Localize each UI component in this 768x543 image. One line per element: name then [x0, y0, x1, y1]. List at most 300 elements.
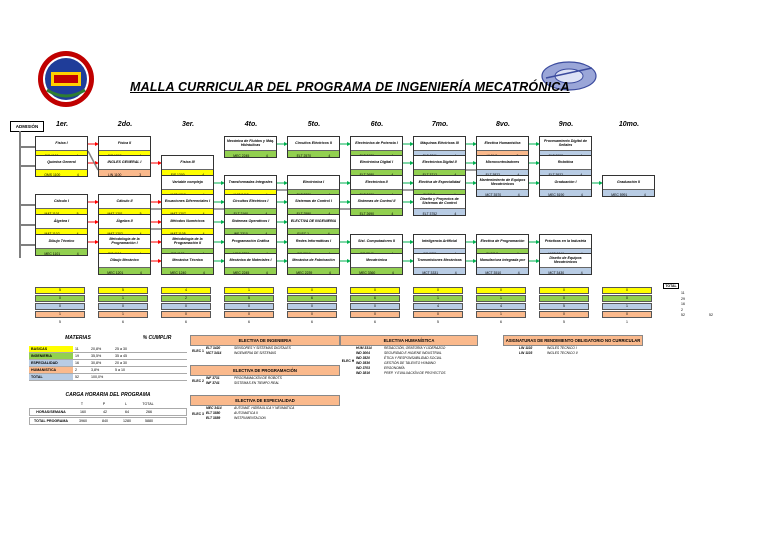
credit-stack: [161, 287, 211, 324]
electiva-name: INGENIERIA DE SISTEMAS: [234, 351, 277, 355]
credit-cell: 1: [98, 295, 148, 302]
credit-cell: 0: [350, 303, 400, 310]
electiva-tag: ELEC 3: [192, 411, 204, 416]
carga-row: [29, 408, 187, 416]
elect-ing-table: [190, 335, 340, 356]
credit-stack: [35, 287, 85, 324]
course-code: MCT 3510: [485, 270, 502, 275]
materias-table: [29, 335, 187, 381]
carga-cell: 42: [103, 410, 107, 414]
materias-cell: 100,0%: [91, 375, 104, 379]
course-credits: 4: [517, 270, 520, 275]
electiva-code: LIN 1102: [519, 346, 533, 350]
electiva-code: LIN 1103: [519, 351, 533, 355]
electiva-tag: ELEC H: [341, 359, 355, 363]
course-box: [539, 253, 592, 275]
course-name: Circuitos Eléctricos II: [295, 140, 332, 145]
course-box: [98, 194, 151, 216]
semester-header: 8vo.: [495, 121, 510, 128]
credit-total: 5: [59, 320, 61, 324]
course-code-bar: [288, 267, 339, 275]
course-credits: 4: [76, 251, 79, 256]
totals-value: 2: [681, 307, 683, 312]
course-box: [413, 253, 466, 275]
electiva-code: INF 3731: [206, 376, 220, 380]
credit-total: 5: [563, 320, 565, 324]
totals-value: 16: [681, 302, 685, 306]
electiva-row: [206, 351, 340, 356]
semester-header: 6to.: [370, 121, 384, 128]
credit-cell: 5: [539, 303, 589, 310]
materias-row: [29, 346, 187, 353]
course-name: Álgebra I: [53, 218, 70, 223]
materias-cell: 20,8%: [91, 347, 102, 351]
electiva-name: ERGONOMÍA: [384, 366, 405, 370]
course-code: ELT 2690: [359, 211, 375, 216]
course-box: [539, 175, 592, 197]
electiva-code: MCT 3414: [206, 351, 222, 355]
credit-cell: 5: [224, 295, 274, 302]
electiva-list: [356, 346, 478, 376]
credit-cell: 4: [161, 287, 211, 294]
course-code-bar: [99, 267, 150, 275]
course-code-bar: [288, 150, 339, 158]
course-code: MEC 1240: [170, 270, 187, 275]
credit-cell: 0: [35, 303, 85, 310]
course-name: Física II: [117, 140, 132, 145]
electiva-name: PREP. Y EVALUACIÓN DE PROYECTOS: [384, 371, 446, 375]
credit-cell: 0: [98, 303, 148, 310]
course-credits: 4: [580, 192, 583, 197]
carga-cell: HORAS/SEMANA: [36, 410, 66, 414]
materias-cell: HUMANISTICA: [29, 367, 73, 373]
course-name: Circuitos Eléctricos I: [232, 198, 269, 203]
semester-header: 1er.: [55, 121, 69, 128]
course-box: [98, 155, 151, 177]
credit-stack: [98, 287, 148, 324]
credit-cell: 5: [35, 287, 85, 294]
semester-header: 7mo.: [431, 121, 449, 128]
materias-cell: 3,8%: [91, 368, 100, 372]
credit-total: 1: [626, 320, 628, 324]
credit-cell: 1: [602, 303, 652, 310]
elect-prog-title: ELECTIVA DE PROGRAMACIÓN: [190, 365, 340, 376]
carga-header-row: [29, 401, 187, 407]
electiva-name: SENSORES Y SISTEMAS DIGITALES: [234, 346, 291, 350]
course-name: Física III: [180, 159, 195, 164]
course-credits: 4: [454, 211, 457, 216]
course-box: [224, 253, 277, 275]
course-code-bar: [162, 267, 213, 275]
course-name: Mantenimiento de Equipos Mecatrónicos: [479, 177, 526, 186]
credit-cell: 0: [602, 287, 652, 294]
course-code: MCT 3331: [422, 270, 439, 275]
credit-total: 6: [374, 320, 376, 324]
course-name: Microcontroladores: [485, 159, 520, 164]
credit-total: 6: [122, 320, 124, 324]
electiva-code: ELT 3880: [206, 411, 221, 415]
credit-total: 6: [311, 320, 313, 324]
course-name: Dibujo Mecánico: [110, 257, 139, 262]
electiva-body: [190, 376, 340, 386]
materias-row: [29, 353, 187, 360]
course-code-bar: [225, 150, 276, 158]
credit-cell: 1: [413, 295, 463, 302]
credit-cell: 0: [476, 287, 526, 294]
carga-header: [29, 401, 71, 407]
elect-esp-title: ELECTIVA DE ESPECIALIDAD: [190, 395, 340, 406]
course-box: [350, 155, 403, 177]
electiva-tag: [503, 346, 519, 356]
credit-cell: 0: [350, 287, 400, 294]
credit-total: 6: [185, 320, 187, 324]
course-name: Electiva Humanística: [484, 140, 521, 145]
course-code: QMS 1100: [44, 172, 61, 177]
credit-cell: 0: [539, 311, 589, 318]
electiva-list: [206, 406, 340, 421]
course-credits: 4: [139, 270, 142, 275]
obligatorio-title: ASIGNATURAS DE RENDIMIENTO OBLIGATORIO NO CURRICULAR: [503, 335, 643, 346]
course-name: Álgebra II: [116, 218, 133, 223]
credit-cell: 0: [161, 311, 211, 318]
credit-cell: 6: [287, 295, 337, 302]
course-name: Electiva de Especialidad: [418, 179, 461, 184]
carga-cell: 160: [80, 410, 86, 414]
totals-value: 29: [681, 296, 685, 301]
course-name: Variable compleja: [172, 179, 203, 184]
electiva-name: INSTRUMENTACION: [234, 416, 266, 420]
materias-cell: 5 a 10: [115, 368, 125, 372]
credit-cell: 4: [413, 303, 463, 310]
carga-header: T: [80, 402, 84, 406]
electiva-code: IND 3536: [356, 361, 370, 365]
course-name: Metodología de la Programación I: [109, 236, 140, 245]
electiva-row: [206, 381, 340, 386]
credit-cell: 1: [35, 311, 85, 318]
course-name: Mecánica Técnica: [172, 257, 203, 262]
course-code-bar: [351, 267, 402, 275]
materias-cell: 30,8%: [91, 361, 102, 365]
materias-cell: 2: [75, 368, 77, 372]
carga-cell: 5880: [145, 419, 153, 423]
course-name: Física I: [55, 140, 68, 145]
course-code-bar: [414, 267, 465, 275]
credit-cell: 5: [98, 287, 148, 294]
course-name: Graduación II: [617, 179, 640, 184]
course-box: [476, 175, 529, 197]
course-credits: 4: [580, 270, 583, 275]
connector-line: [88, 151, 98, 170]
materias-cell: TOTAL: [29, 374, 73, 380]
course-name: Diseño y Proyectos de Sistemas de Control: [420, 196, 459, 205]
elect-hum-title: ELECTIVA HUMANÍSTICA: [340, 335, 478, 346]
electiva-code: IND 3816: [356, 371, 370, 375]
credit-stack: [602, 287, 652, 324]
materias-cell: ESPECIALIDAD: [29, 360, 73, 366]
course-box: [161, 194, 214, 216]
course-name: Cálculo II: [116, 198, 133, 203]
course-name: Sist. Computadores II: [358, 238, 395, 243]
electiva-name: PROGRAMACIÓN DE ROBOTS: [234, 376, 282, 380]
course-code: MEC 1101: [44, 251, 61, 256]
materias-cell: 25 a 30: [115, 347, 127, 351]
course-box: [35, 234, 88, 256]
electiva-name: GESTIÓN DE TALENTO HUMANO: [384, 361, 436, 365]
credit-cell: 0: [413, 311, 463, 318]
course-credits: 4: [265, 270, 268, 275]
course-box: [161, 214, 214, 236]
credit-cell: 0: [224, 303, 274, 310]
course-code-bar: [540, 189, 591, 197]
electiva-body: [190, 346, 340, 356]
course-name: Diseño de Equipos Mecatrónicos: [549, 255, 582, 264]
course-box: [413, 194, 466, 216]
credit-cell: 6: [350, 295, 400, 302]
course-code-bar: [477, 267, 528, 275]
credit-cell: 0: [287, 303, 337, 310]
electiva-list: [519, 346, 643, 356]
course-box: [287, 136, 340, 158]
course-box: [476, 253, 529, 275]
credit-cell: 0: [287, 287, 337, 294]
course-name: Prácticas en la Industria: [544, 238, 587, 243]
course-box: [161, 155, 214, 177]
electiva-tag: ELEC 2: [192, 379, 204, 383]
course-name: Máquinas Eléctricas III: [420, 140, 459, 145]
course-code: MCT 3430: [548, 270, 565, 275]
electiva-code: IND 3004: [356, 351, 370, 355]
pct-header: % CUMPLIR: [142, 335, 172, 341]
course-name: Mecatrónica: [366, 257, 387, 262]
course-name: Graduación I: [554, 179, 577, 184]
credit-cell: 0: [35, 295, 85, 302]
course-box: [287, 214, 340, 236]
course-code: MCT 3570: [485, 192, 502, 197]
course-code: LIN 1100: [107, 172, 122, 177]
course-name: Manufactura integrada por: [479, 257, 526, 262]
course-credits: 4: [328, 270, 331, 275]
electiva-list: [206, 376, 340, 386]
elect-esp-table: [190, 395, 340, 421]
credit-cell: 0: [413, 287, 463, 294]
electiva-row: [356, 371, 478, 376]
course-box: [602, 175, 655, 197]
course-credits: 3: [139, 172, 142, 177]
course-box: [161, 253, 214, 275]
credit-stack: [476, 287, 526, 324]
materias-cell: 19: [75, 354, 79, 358]
course-code-bar: [99, 169, 150, 177]
electiva-tag: ELEC 1: [192, 349, 204, 353]
credit-cell: 1: [476, 295, 526, 302]
credit-cell: 0: [539, 295, 589, 302]
course-box: [413, 155, 466, 177]
electiva-name: SISTEMAS EN TIEMPO REAL: [234, 381, 280, 385]
course-code: MEC 2245: [233, 270, 250, 275]
electiva-body: [340, 346, 478, 376]
materias-cell: 16: [75, 361, 79, 365]
course-name: Métodos Numéricos: [170, 218, 205, 223]
course-box: [539, 155, 592, 177]
course-code-bar: [36, 248, 87, 256]
electiva-body: [190, 406, 340, 421]
materias-cell: 35,5%: [91, 354, 102, 358]
course-credits: 4: [391, 211, 394, 216]
course-name: Robótica: [557, 159, 574, 164]
course-name: INGLES GENERAL I: [107, 159, 142, 164]
semester-header: 3er.: [181, 121, 195, 128]
carga-title: CARGA HORARIA DEL PROGRAMA: [65, 392, 151, 398]
carga-header: P: [102, 402, 106, 406]
course-code: MEC 1201: [107, 270, 124, 275]
course-credits: 4: [391, 270, 394, 275]
semester-header: 4to.: [244, 121, 258, 128]
electiva-name: REDACCIÓN, ORATORIA Y LIDERAZGO: [384, 346, 446, 350]
totals-label: TOTAL: [663, 283, 679, 289]
course-code: MEC 5190: [548, 192, 565, 197]
credit-cell: 1: [98, 311, 148, 318]
course-box: [350, 253, 403, 275]
course-code: MEC 2239: [296, 270, 313, 275]
course-box: [287, 194, 340, 216]
credit-stack: [224, 287, 274, 324]
electiva-code: INF 3741: [206, 381, 220, 385]
electiva-row: [519, 351, 643, 356]
credit-cell: 0: [602, 311, 652, 318]
credit-total: 6: [500, 320, 502, 324]
course-name: Cálculo I: [54, 198, 69, 203]
course-code-bar: [351, 208, 402, 216]
course-name: Electiva de Programación: [480, 238, 525, 243]
course-box: [98, 253, 151, 275]
course-code: ELT 2570: [296, 153, 312, 158]
course-name: ELECTIVA DE INGENIERIA: [290, 218, 337, 223]
course-credits: 4: [328, 153, 331, 158]
credit-stack: [539, 287, 589, 324]
course-box: [476, 155, 529, 177]
carga-cell: 1280: [123, 419, 131, 423]
course-box: [35, 155, 88, 177]
course-name: Dibujo Técnico: [48, 238, 75, 243]
electiva-code: ELT 3420: [206, 346, 221, 350]
course-code: MEC 2245: [233, 153, 250, 158]
credit-cell: 0: [350, 311, 400, 318]
materias-cell: 20 a 30: [115, 361, 127, 365]
course-name: Inteligencia Artificial: [421, 238, 457, 243]
credit-cell: 0: [287, 311, 337, 318]
elect-hum-table: [340, 335, 478, 376]
electiva-list: [206, 346, 340, 356]
credit-cell: 0: [224, 311, 274, 318]
carga-cell: 64: [125, 410, 129, 414]
electiva-name: ÉTICA Y RESPONSABILIDAD SOCIAL: [384, 356, 442, 360]
course-name: Transmisiones Mecánicas: [417, 257, 462, 262]
course-code-bar: [225, 267, 276, 275]
materias-cell: INGENIERIA: [29, 353, 73, 359]
credit-cell: 0: [602, 295, 652, 302]
materias-header: MATERIAS: [65, 335, 91, 341]
credit-stack: [413, 287, 463, 324]
obligatorio-table: [503, 335, 643, 356]
elect-prog-table: [190, 365, 340, 386]
materias-cell: 35 a 45: [115, 354, 127, 358]
course-box: [35, 194, 88, 216]
semester-header: 2do.: [117, 121, 133, 128]
course-name: Programación Gráfica: [231, 238, 270, 243]
course-credits: 4: [202, 270, 205, 275]
course-credits: 4: [454, 270, 457, 275]
credit-cell: 1: [224, 287, 274, 294]
electiva-code: MEC 3414: [206, 406, 222, 410]
credit-total: 6: [248, 320, 250, 324]
credit-cell: 4: [476, 303, 526, 310]
totals-value: 52: [681, 313, 685, 317]
course-box: [224, 136, 277, 158]
carga-row: [29, 417, 187, 425]
credit-cell: 1: [476, 311, 526, 318]
course-credits: 4: [265, 153, 268, 158]
materias-cell: BASICAS: [29, 346, 73, 352]
materias-row: [29, 360, 187, 367]
materias-cell: 11: [75, 347, 79, 351]
carga-cell: 3960: [79, 419, 87, 423]
electiva-code: IND 3520: [356, 356, 370, 360]
course-name: Electrónica de Potencia I: [355, 140, 398, 145]
credit-cell: 0: [161, 303, 211, 310]
course-name: Electrónica Digital I: [359, 159, 394, 164]
course-box: [35, 214, 88, 236]
semester-header: 9no.: [558, 121, 574, 128]
carga-header: L: [125, 402, 127, 406]
course-code-bar: [414, 208, 465, 216]
course-code-bar: [477, 189, 528, 197]
course-name: Metodología de la Programación II: [172, 236, 203, 245]
course-box: [287, 253, 340, 275]
electiva-code: ELT 3889: [206, 416, 221, 420]
course-credits: 4: [76, 172, 79, 177]
credit-cell: 2: [161, 295, 211, 302]
course-name: Electrónica Digital II: [422, 159, 457, 164]
electiva-name: SEGURIDAD E HIGIENE INDUSTRIAL: [384, 351, 442, 355]
credit-stack: [287, 287, 337, 324]
carga-header: TOTAL: [142, 402, 154, 406]
course-name: Mecánica de Fluidos y Máq. Hidráulicas: [226, 138, 275, 147]
course-name: Mecánica de Materiales I: [229, 257, 272, 262]
electiva-row: [206, 416, 340, 421]
course-name: Redes Informáticas I: [295, 238, 332, 243]
course-name: Sistemas Operativos I: [231, 218, 270, 223]
course-name: Sistemas de Control I: [295, 198, 332, 203]
course-name: Procesamiento Digital de Señales: [544, 138, 587, 147]
course-name: Ecuaciones Diferenciales I: [164, 198, 211, 203]
course-box: [224, 214, 277, 236]
course-code: MEC 3360: [359, 270, 376, 275]
semester-header: 5to.: [307, 121, 321, 128]
course-box: [98, 214, 151, 236]
course-name: Química General: [47, 159, 76, 164]
admission-box: ADMISIÓN: [10, 121, 44, 132]
electiva-body: [503, 346, 643, 356]
course-name: Electrónica I: [302, 179, 325, 184]
electiva-name: INGLES TECNICO II: [547, 351, 578, 355]
carga-cell: 266: [146, 410, 152, 414]
carga-cell: 840: [102, 419, 108, 423]
course-name: Sistemas de Control II: [357, 198, 396, 203]
carga-cell: TOTAL PROGRAMA: [34, 419, 68, 423]
credit-total: 5: [437, 320, 439, 324]
electiva-code: IND 3703: [356, 366, 370, 370]
materias-row: [29, 374, 187, 381]
